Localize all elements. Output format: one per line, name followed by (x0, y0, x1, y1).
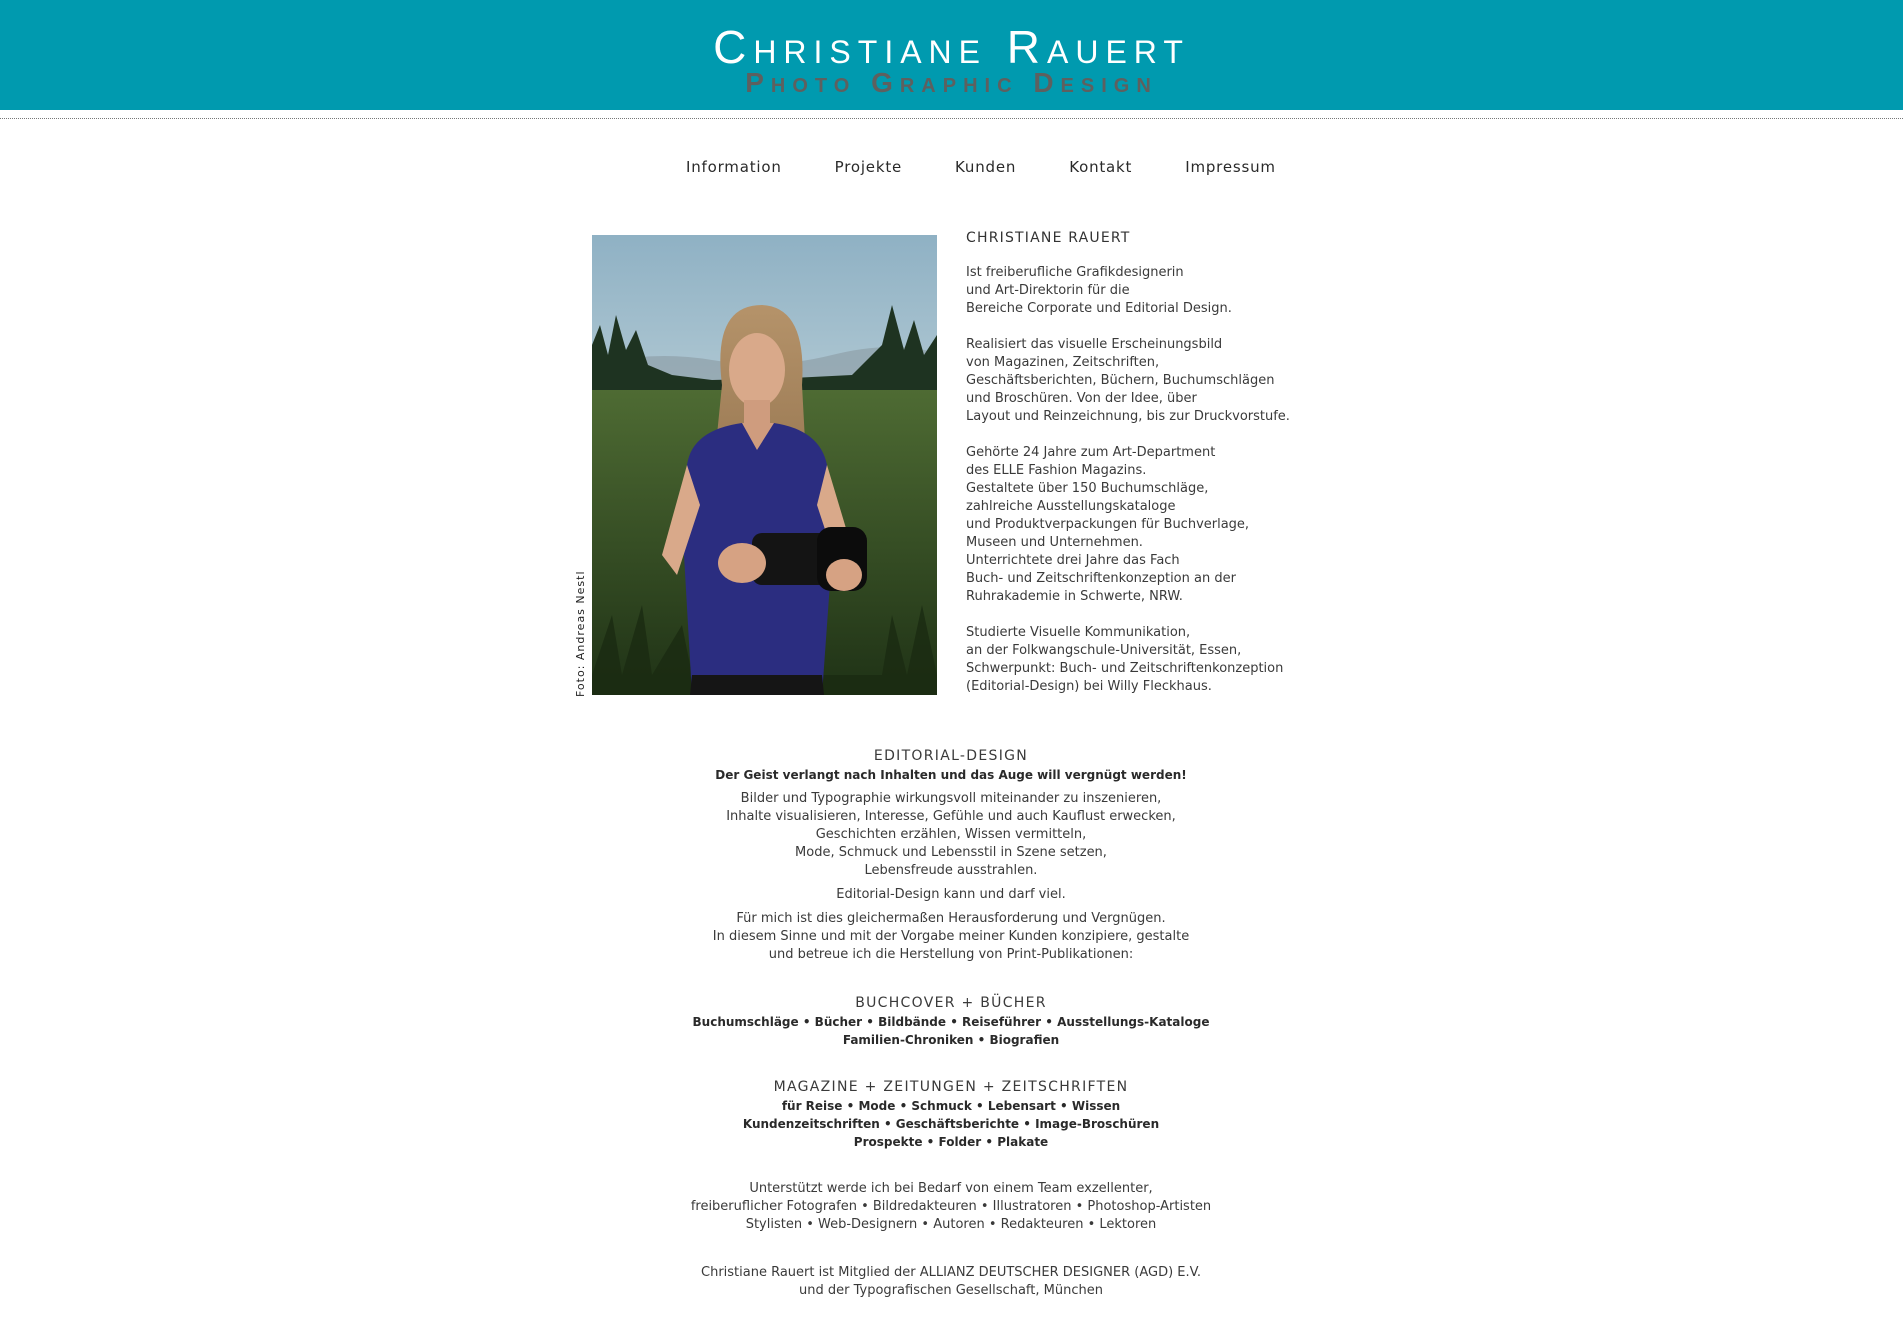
nav-impressum[interactable]: Impressum (1185, 158, 1276, 176)
bio-paragraph: Realisiert das visuelle Erscheinungsbild von Magazinen, Zeitschriften, Geschäftsberichten, Büchern, Buchumschlägen und Broschüren. Von der Idee, über Layout und Reinzeichnung, bis zur Druckvorstufe. (966, 337, 1290, 424)
editorial-text: Für mich ist dies gleichermaßen Herausforderung und Vergnügen. In diesem Sinne und mit der Vorgabe meiner Kunden konzipiere, gestalte und betreue ich die Herstellung von Print-Publikationen: (712, 911, 1190, 962)
editorial-heading: EDITORIAL-DESIGN (873, 748, 1029, 764)
main-nav (686, 158, 1276, 180)
editorial-text: Bilder und Typographie wirkungsvoll miteinander zu inszenieren, Inhalte visualisieren, Interesse, Gefühle und auch Kauflust erwecken, Geschichten erzählen, Wissen vermitteln, Mode, Schmuck und Lebensstil in Szene setzen, Lebensfreude ausstrahlen. (726, 791, 1176, 878)
nav-projekte[interactable]: Projekte (834, 158, 903, 176)
magazines-list: für Reise • Mode • Schmuck • Lebensart • Wissen Kundenzeitschriften • Geschäftsberichte • Image-Broschüren Prospekte • Folder • Plakate (742, 1099, 1160, 1149)
books-heading: BUCHCOVER + BÜCHER (855, 995, 1047, 1011)
membership-text: Christiane Rauert ist Mitglied der ALLIANZ DEUTSCHER DESIGNER (AGD) E.V. und der Typografischen Gesellschaft, München (701, 1265, 1201, 1298)
membership-section (601, 1264, 1301, 1300)
team-text: Unterstützt werde ich bei Bedarf von einem Team exzellenter, freiberuflicher Fotografen • Bildredakteuren • Illustratoren • Photoshop-Artisten Stylisten • Web-Designern • Autoren • Redakteuren • Lektoren (690, 1181, 1212, 1232)
magazines-section (601, 1078, 1301, 1151)
editorial-section (601, 747, 1301, 964)
portrait-photo (592, 235, 937, 695)
nav-kunden[interactable]: Kunden (955, 158, 1017, 176)
editorial-tagline: Der Geist verlangt nach Inhalten und das Auge will vergnügt werden! (715, 768, 1187, 782)
nav-kontakt[interactable]: Kontakt (1069, 158, 1133, 176)
bio-paragraph: Studierte Visuelle Kommunikation, an der Folkwangschule-Universität, Essen, Schwerpunkt: Buch- und Zeitschriftenkonzeption (Editorial-Design) bei Willy Fleckhaus. (966, 625, 1284, 694)
books-section (601, 994, 1301, 1049)
photo-credit: Foto: Andreas Nestl (574, 570, 587, 697)
editorial-text: Editorial-Design kann und darf viel. (836, 887, 1066, 902)
books-list: Buchumschläge • Bücher • Bildbände • Reiseführer • Ausstellungs-Kataloge Familien-Chroniken • Biografien (692, 1015, 1210, 1047)
nav-information[interactable]: Information (686, 158, 782, 176)
magazines-heading: MAGAZINE + ZEITUNGEN + ZEITSCHRIFTEN (773, 1079, 1129, 1095)
bio-paragraph: Ist freiberufliche Grafikdesignerin und Art-Direktorin für die Bereiche Corporate und Editorial Design. (966, 265, 1232, 316)
header-divider (0, 118, 1903, 119)
bio-name: CHRISTIANE RAUERT (966, 230, 1131, 246)
site-header (0, 0, 1903, 110)
site-subtitle: Photo Graphic Design (745, 67, 1158, 98)
bio-text (966, 229, 1296, 714)
team-section (601, 1180, 1301, 1234)
site-title[interactable]: Christiane Rauert (713, 21, 1190, 73)
bio-paragraph: Gehörte 24 Jahre zum Art-Department des ELLE Fashion Magazins. Gestaltete über 150 Buchumschläge, zahlreiche Ausstellungskataloge und Produktverpackungen für Buchverlage, Museen und Unternehmen. Unterrichtete drei Jahre das Fach Buch- und Zeitschriftenkonzeption an der Ruhrakademie in Schwerte, NRW. (966, 445, 1250, 604)
